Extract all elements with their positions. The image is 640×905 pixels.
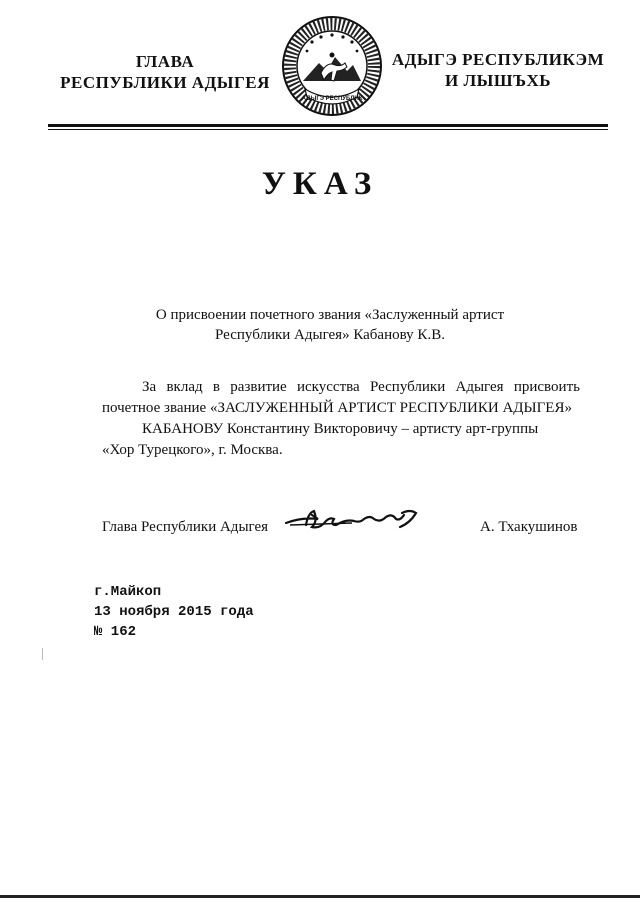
coat-of-arms-icon [281, 15, 383, 117]
decree-paragraph-1-line2: почетное звание «ЗАСЛУЖЕННЫЙ АРТИСТ РЕСПУБЛИКИ АДЫГЕЯ» [102, 400, 572, 416]
subject-line-1: О присвоении почетного звания «Заслуженный артист [155, 307, 505, 323]
document-title: УКАЗ [261, 166, 379, 202]
header-divider-thin [48, 129, 608, 130]
subject-line-2: Республики Адыгея» Кабанову К.В. [215, 327, 445, 343]
word: Адыгея [455, 379, 504, 395]
signatory-role: Глава Республики Адыгея [102, 519, 269, 535]
word: развитие [230, 379, 287, 395]
decree-paragraph-1 [102, 377, 580, 419]
scan-artifact [42, 648, 43, 660]
word: вклад [166, 379, 203, 395]
emblem-banner-text: АДЫГЭ РЕСПУБЛИК [301, 96, 363, 102]
word: За [142, 379, 157, 395]
decree-paragraph-1-line1 [102, 377, 580, 398]
issuer-title-line2: РЕСПУБЛИКИ АДЫГЕЯ [60, 73, 270, 92]
issuer-title-adyghe [388, 49, 608, 91]
word: в [212, 379, 220, 395]
issuer-title-adyghe-line1: АДЫГЭ РЕСПУБЛИКЭМ [391, 50, 605, 69]
decree-paragraph-2 [102, 419, 580, 461]
word: присвоить [513, 379, 580, 395]
issue-city: г.Майкоп [94, 584, 162, 600]
word: Республики [369, 379, 446, 395]
issuer-title-russian [40, 51, 290, 93]
decree-paragraph-2-line1: КАБАНОВУ Константину Викторовичу – артисту арт-группы [142, 421, 539, 437]
issuer-title-line1: ГЛАВА [135, 52, 195, 71]
scan-bottom-edge [0, 895, 640, 898]
issue-date: 13 ноября 2015 года [94, 604, 254, 620]
decree-number: № 162 [94, 624, 137, 640]
decree-paragraph-2-line2: «Хор Турецкого», г. Москва. [102, 442, 283, 458]
header-divider-thick [48, 124, 608, 127]
handwritten-signature-icon [282, 503, 430, 537]
signatory-name: А. Тхакушинов [480, 519, 578, 535]
word: искусства [297, 379, 360, 395]
issuer-title-adyghe-line2: И ЛЫШЪХЬ [444, 71, 552, 90]
